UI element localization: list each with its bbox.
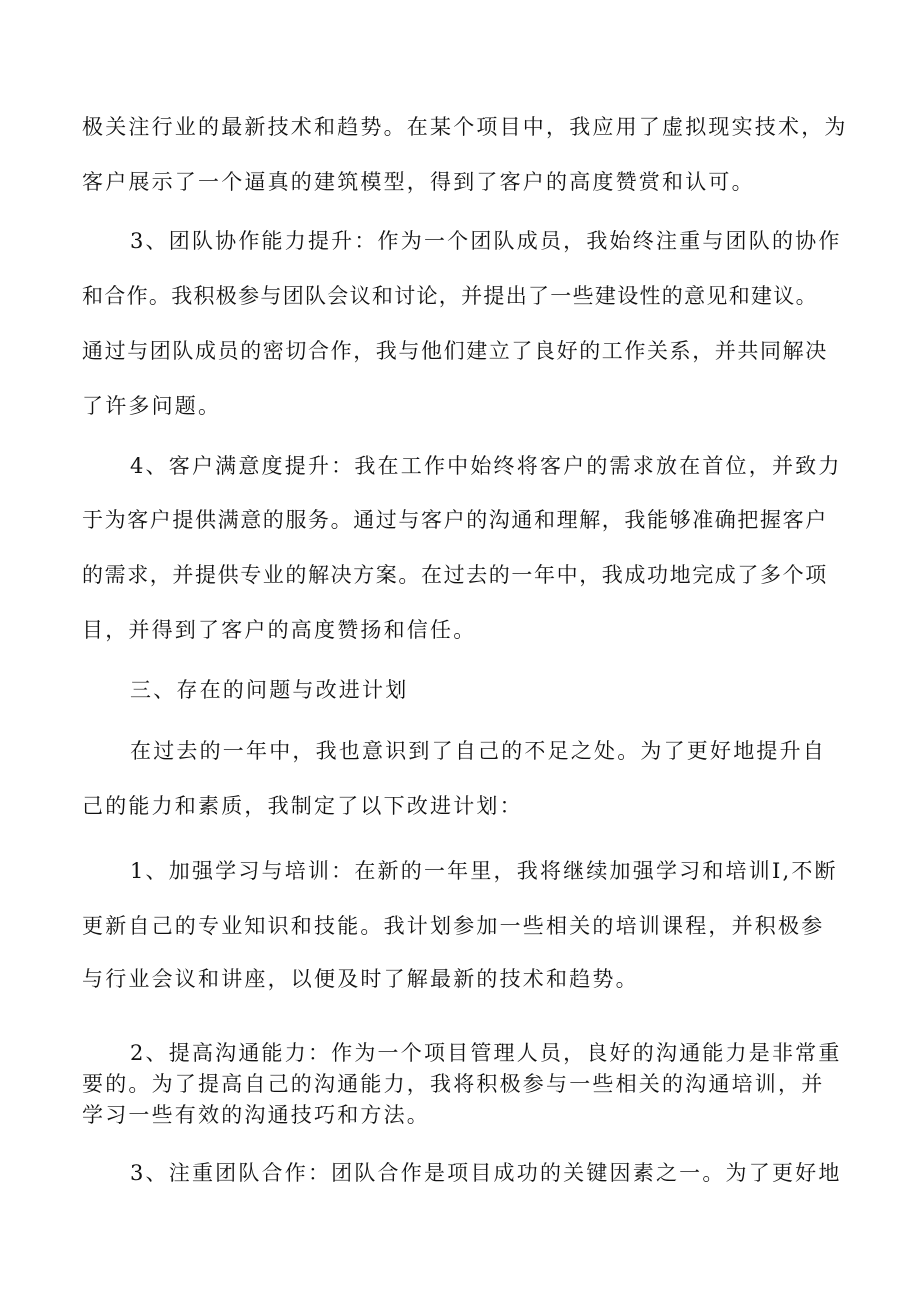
- paragraph-6-line-2: 要的。为了提高自己的沟通能力，我将积极参与一些相关的沟通培训，并: [82, 1072, 825, 1096]
- paragraph-2-line-3: 通过与团队成员的密切合作，我与他们建立了良好的工作关系，并共同解决: [82, 339, 828, 363]
- paragraph-2-line-2: 和合作。我积极参与团队会议和讨论，并提出了一些建设性的意见和建议。: [82, 284, 818, 308]
- paragraph-3-line-3: 的需求，并提供专业的解决方案。在过去的一年中，我成功地完成了多个项: [82, 563, 828, 587]
- paragraph-2-line-1: 3、团队协作能力提升：作为一个团队成员，我始终注重与团队的协作: [130, 229, 842, 253]
- paragraph-3-line-1: 4、客户满意度提升：我在工作中始终将客户的需求放在首位，并致力: [130, 454, 842, 478]
- paragraph-5-line-2: 更新自己的专业知识和技能。我计划参加一些相关的培训课程，并积极参: [82, 914, 825, 938]
- paragraph-4-line-2: 己的能力和素质，我制定了以下改进计划：: [82, 794, 523, 818]
- paragraph-4-line-1: 在过去的一年中，我也意识到了自己的不足之处。为了更好地提升自: [130, 739, 826, 763]
- paragraph-1-line-2: 客户展示了一个逼真的建筑模型，得到了客户的高度赞赏和认可。: [82, 170, 755, 194]
- paragraph-2-line-4: 了许多问题。: [82, 394, 222, 418]
- paragraph-7-line-1: 3、注重团队合作：团队合作是项目成功的关键因素之一。为了更好地: [130, 1161, 842, 1185]
- paragraph-3-line-2: 于为客户提供满意的服务。通过与客户的沟通和理解，我能够准确把握客户: [82, 508, 828, 532]
- paragraph-5-line-1: 1、加强学习与培训：在新的一年里，我将继续加强学习和培训I,不断: [130, 859, 838, 883]
- paragraph-3-line-4: 目，并得到了客户的高度赞扬和信任。: [82, 618, 477, 642]
- paragraph-5-line-3: 与行业会议和讲座，以便及时了解最新的技术和趋势。: [82, 967, 639, 991]
- section-heading: 三、存在的问题与改进计划: [130, 678, 409, 702]
- paragraph-6-line-1: 2、提高沟通能力：作为一个项目管理人员，良好的沟通能力是非常重: [130, 1041, 842, 1065]
- paragraph-6-line-3: 学习一些有效的沟通技巧和方法。: [82, 1103, 430, 1127]
- paragraph-1-line-1: 极关注行业的最新技术和趋势。在某个项目中，我应用了虚拟现实技术，为: [82, 115, 848, 139]
